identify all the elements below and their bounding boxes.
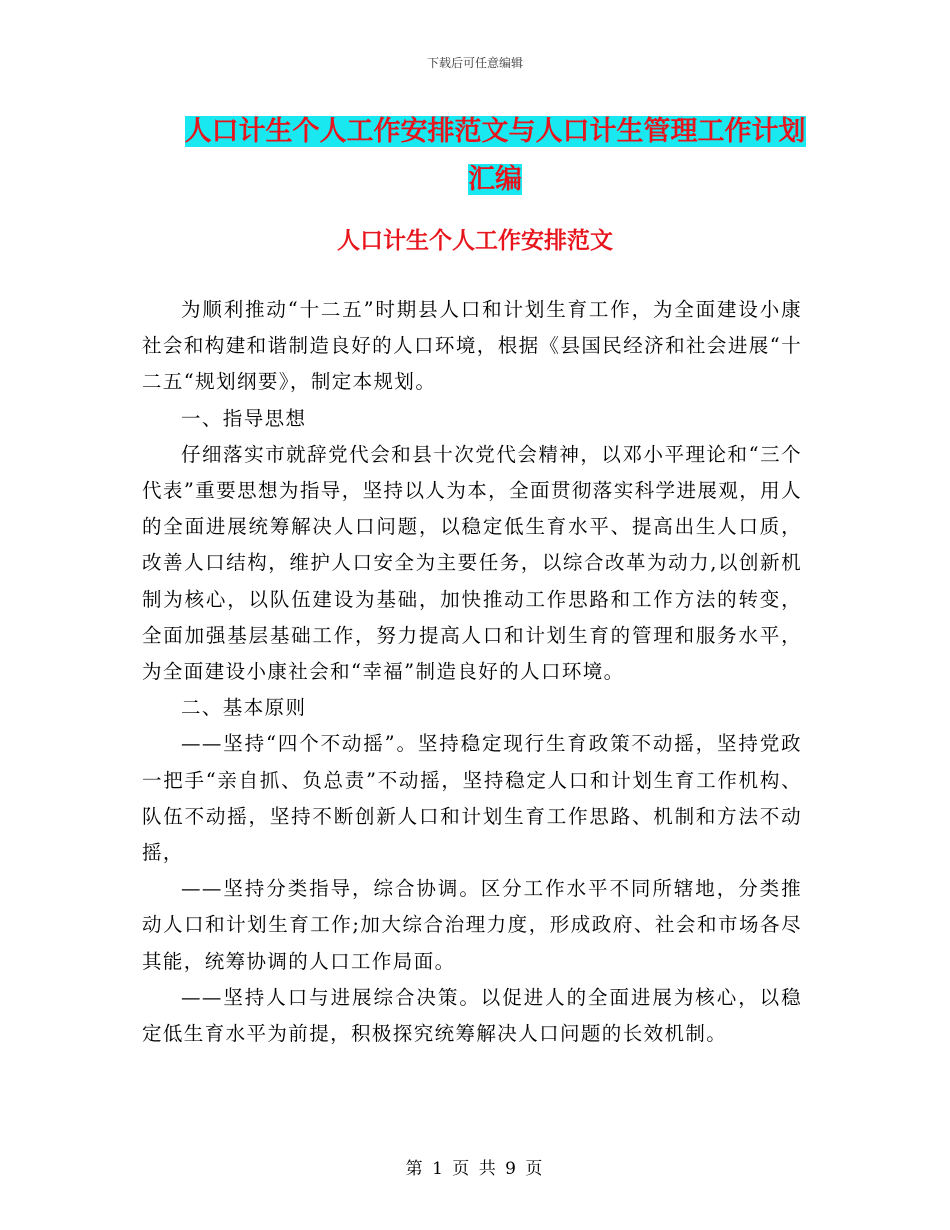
paragraph-intro: 为顺利推动“十二五”时期县人口和计划生育工作，为全面建设小康社会和构建和谐制造良好的人口环境，根据《县国民经济和社会进展“十二五“规划纲要》，制定本规划。 <box>142 298 802 394</box>
header-note: 下载后可任意编辑 <box>426 56 523 70</box>
heading-guiding-ideology: 一、指导思想 <box>181 406 307 430</box>
document-title <box>150 108 840 204</box>
paragraph-principle-2: ——坚持分类指导，综合协调。区分工作水平不同所辖地，分类推动人口和计划生育工作;加大综合治理力度，形成政府、社会和市场各尽其能，统筹协调的人口工作局面。 <box>142 877 802 973</box>
paragraph-guiding-ideology: 仔细落实市就辞党代会和县十次党代会精神，以邓小平理论和“三个代表”重要思想为指导，坚持以人为本，全面贯彻落实科学进展观，用人的全面进展统筹解决人口问题，以稳定低生育水平、提高出生人口质，改善人口结构，维护人口安全为主要任务，以综合改革为动力,以创新机制为核心，以队伍建设为基础，加快推动工作思路和工作方法的转变，全面加强基层基础工作，努力提高人口和计划生育的管理和服务水平，为全面建设小康社会和“幸福”制造良好的人口环境。 <box>142 442 802 684</box>
paragraph-principle-1: ——坚持“四个不动摇”。坚持稳定现行生育政策不动摇，坚持党政一把手“亲自抓、负总责”不动摇，坚持稳定人口和计划生育工作机构、队伍不动摇，坚持不断创新人口和计划生育工作思路、机制和方法不动摇， <box>142 732 802 865</box>
paragraph-principle-3: ——坚持人口与进展综合决策。以促进人的全面进展为核心，以稳定低生育水平为前提，积极探究统筹解决人口问题的长效机制。 <box>142 985 802 1046</box>
document-title-line-2: 汇编 <box>468 164 522 195</box>
document-title-line-1: 人口计生个人工作安排范文与人口计生管理工作计划 <box>184 116 806 147</box>
page-number-footer: 第 1 页 共 9 页 <box>405 1159 545 1179</box>
heading-basic-principles: 二、基本原则 <box>181 696 307 720</box>
section-title: 人口计生个人工作安排范文 <box>337 228 613 254</box>
document-body <box>142 292 802 1052</box>
